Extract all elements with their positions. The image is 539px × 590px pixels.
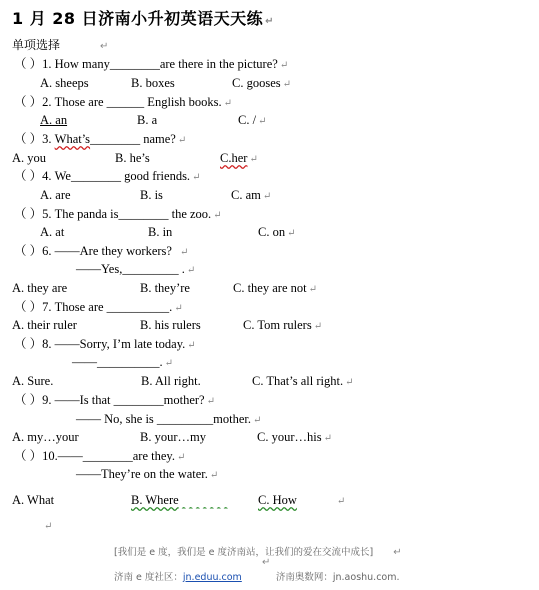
q7-option-a: A. their ruler: [12, 318, 77, 332]
q7-option-b: B. his rulers: [140, 318, 201, 332]
question-9: （ ）9. ——Is that ________mother? ↵: [14, 393, 215, 407]
question-5: （ ）5. The panda is________ the zoo. ↵: [14, 207, 222, 221]
question-8: （ ）8. ——Sorry, I’m late today. ↵: [14, 337, 196, 351]
question-3: （ ）3. What’s________ name? ↵: [14, 132, 187, 146]
q6-option-c: C. they are not ↵: [233, 281, 317, 295]
eduu-link[interactable]: jn.eduu.com: [182, 572, 242, 583]
q8-option-a: A. Sure.: [12, 374, 54, 388]
page-title: 1 月 28 日济南小升初英语天天练 ↵: [12, 9, 275, 28]
q5-option-c: C. on ↵: [258, 225, 296, 239]
q8-option-c: C. That’s all right. ↵: [252, 374, 354, 388]
q4-option-a: A. are: [40, 188, 71, 202]
footer-links: 济南 e 度社区：jn.eduu.com 济南奥数网：jn.aoshu.com.: [114, 572, 400, 583]
question-9-answer-line: —— No, she is _________mother. ↵: [76, 412, 262, 426]
question-2: （ ）2. Those are ______ English books. ↵: [14, 95, 233, 109]
q9-option-b: B. your…my: [140, 430, 206, 444]
q9-option-a: A. my…your: [12, 430, 79, 444]
footer-slogan: [我们是 e 度，我们是 e 度济南站，让我们的爱在交流中成长] ↵: [114, 547, 402, 558]
q2-option-b: B. a: [137, 113, 158, 127]
q3-option-b: B. he’s: [115, 151, 150, 165]
q9-option-c: C. your…his ↵: [257, 430, 332, 444]
q4-option-c: C. am ↵: [231, 188, 272, 202]
section-heading: 单项选择 ↵: [12, 38, 109, 52]
q10-option-a: A. What: [12, 493, 55, 507]
q4-option-b: B. is: [140, 188, 163, 202]
q1-option-c: C. gooses ↵: [232, 76, 292, 90]
question-10: （ ）10.——________are they. ↵: [14, 449, 186, 463]
question-4: （ ）4. We________ good friends. ↵: [14, 169, 201, 183]
q1-option-b: B. boxes: [131, 76, 175, 90]
footer-mark: ↵: [262, 557, 271, 568]
question-6-answer-line: ——Yes,_________ . ↵: [76, 262, 196, 276]
q1-option-a: A. sheeps: [40, 76, 89, 90]
paragraph-mark: ↵: [44, 521, 53, 532]
q5-option-a: A. at: [40, 225, 65, 239]
q2-option-a: A. an: [40, 113, 68, 127]
q3-option-c: C.her ↵: [220, 151, 258, 165]
q2-option-c: C. / ↵: [238, 113, 267, 127]
question-7: （ ）7. Those are __________. ↵: [14, 300, 183, 314]
question-6: （ ）6. ——Are they workers? ↵: [14, 244, 189, 258]
q8-option-b: B. All right.: [141, 374, 201, 388]
q3-option-a: A. you: [12, 151, 47, 165]
q7-option-c: C. Tom rulers ↵: [243, 318, 323, 332]
q6-option-a: A. they are: [12, 281, 68, 295]
question-10-answer-line: ——They’re on the water. ↵: [76, 467, 219, 481]
q6-option-b: B. they’re: [140, 281, 190, 295]
q10-option-c: C. How ↵: [258, 493, 346, 507]
q10-option-b: B. Where: [131, 493, 179, 507]
question-8-answer-line: ——__________. ↵: [72, 355, 174, 369]
q5-option-b: B. in: [148, 225, 173, 239]
aoshu-text: 济南奥数网：jn.aoshu.com.: [275, 572, 400, 583]
question-1: （ ）1. How many________are there in the picture? ↵: [14, 57, 289, 71]
